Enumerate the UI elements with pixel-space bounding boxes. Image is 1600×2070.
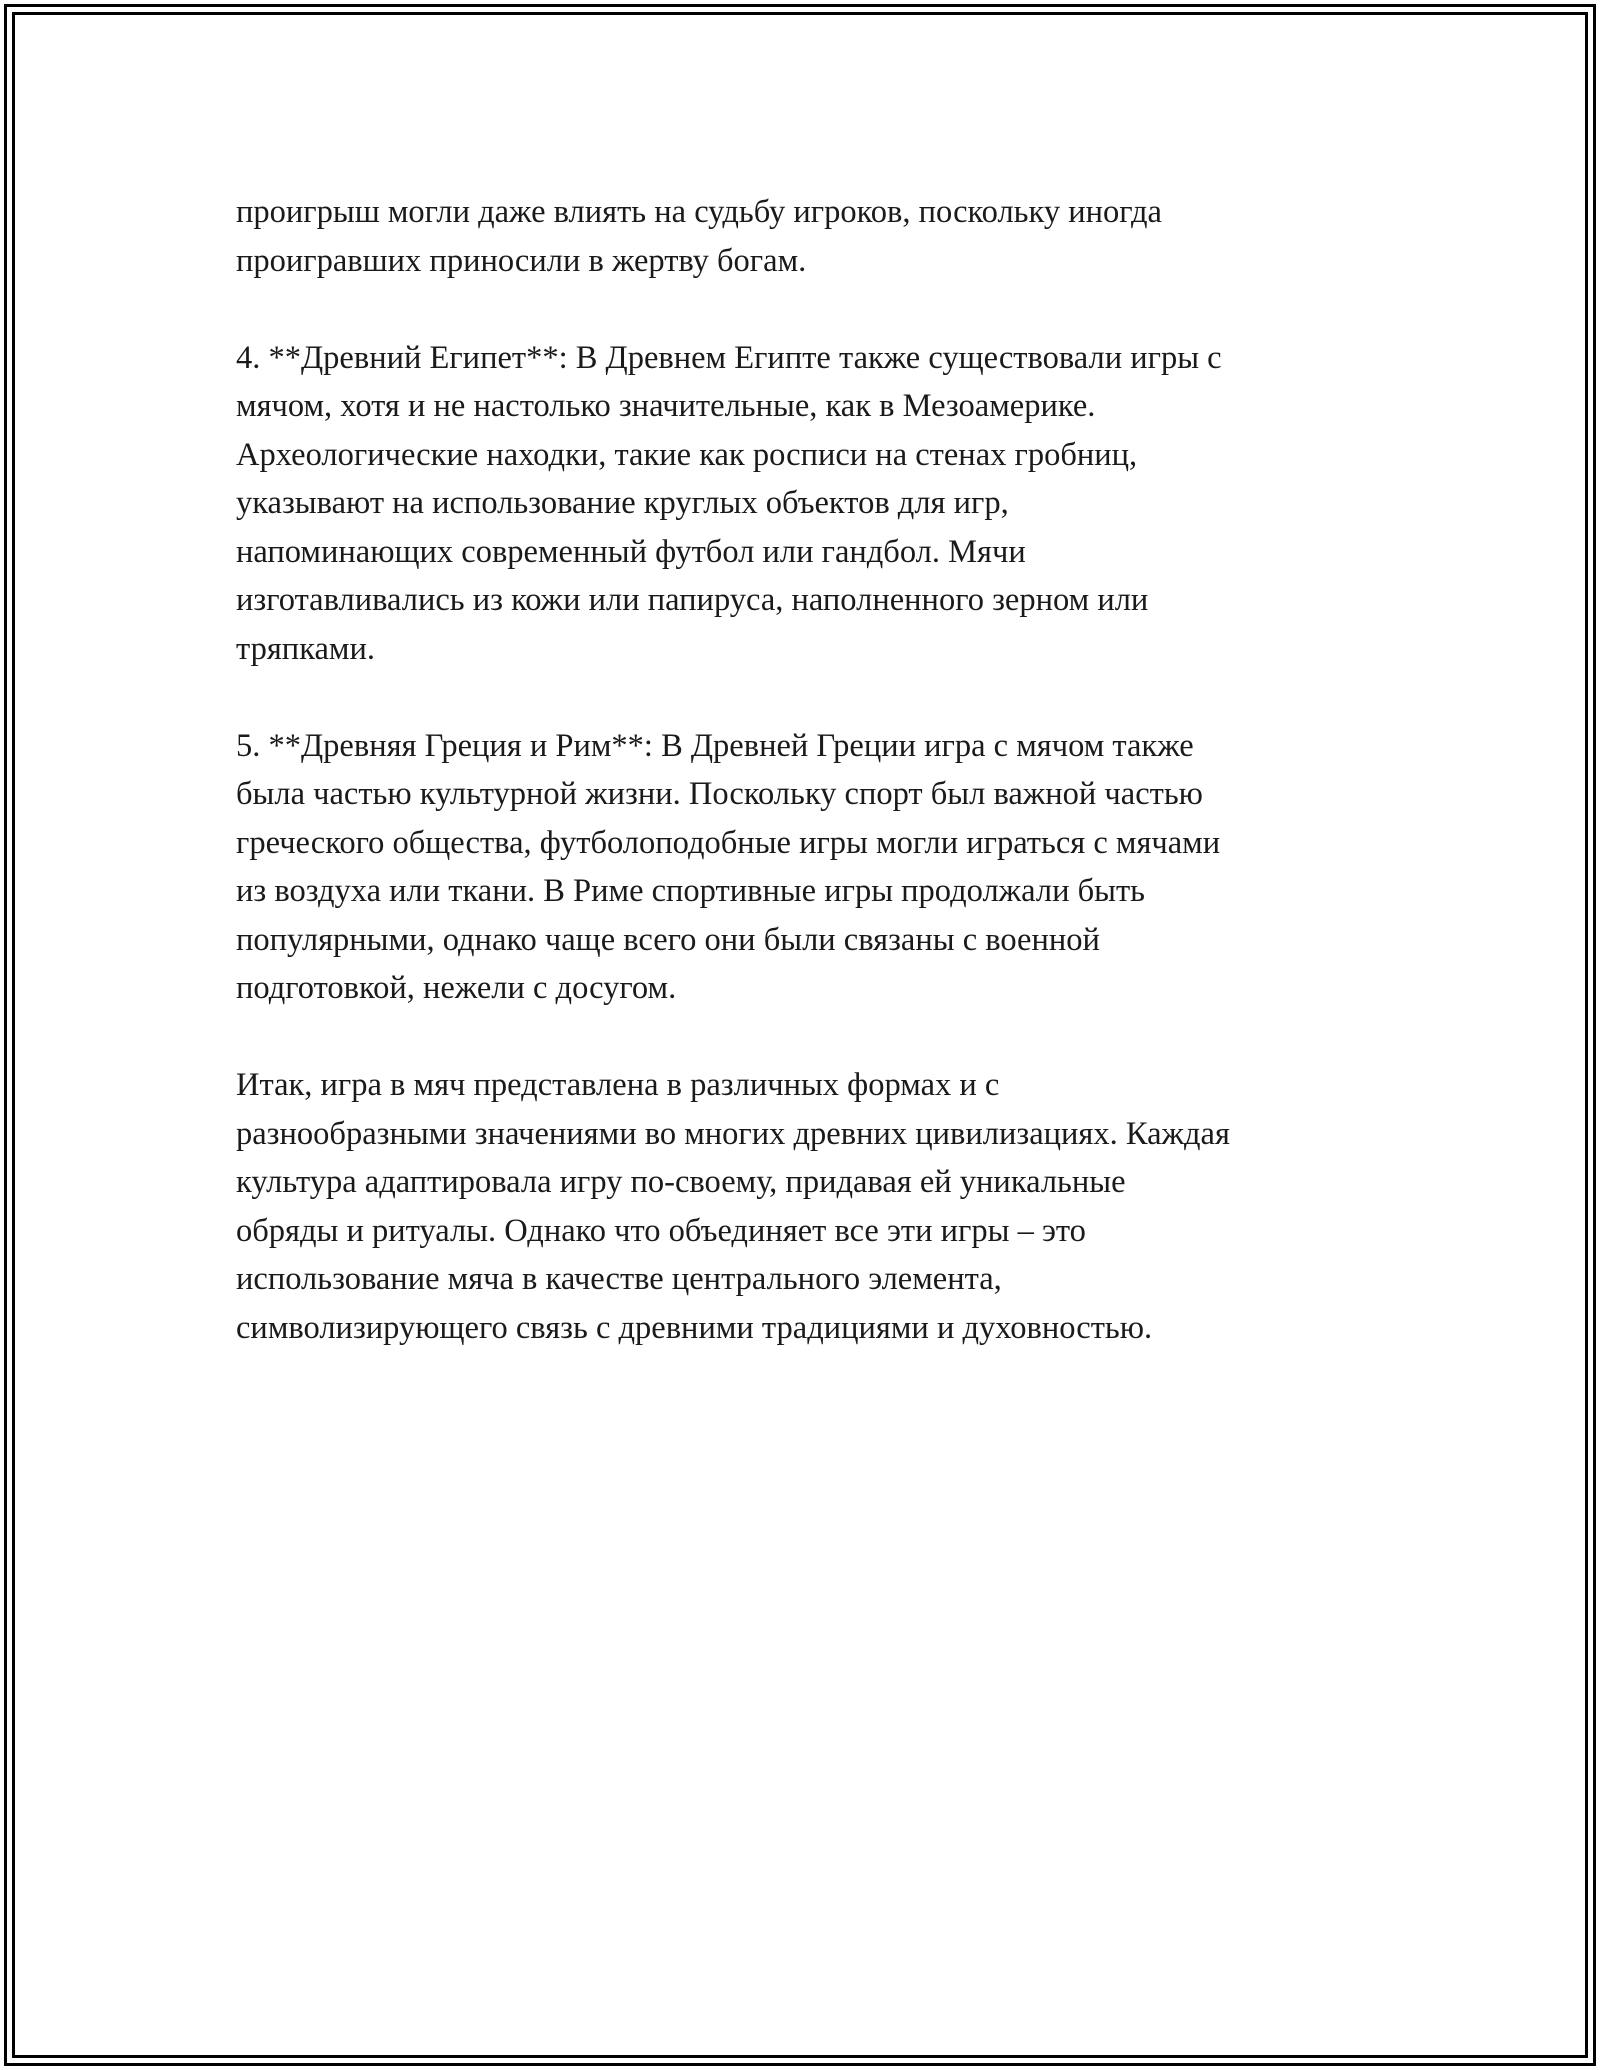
paragraph-ancient-greece-rome: 5. **Древняя Греция и Рим**: В Древней Греции игра с мячом также была частью культурной жизни. Поскольку спорт был важной частью греческого общества, футболоподобные игры могли играться с мячами из воздуха или ткани. В Риме спортивные игры продолжали быть популярными, однако чаще всего они были связаны с военной подготовкой, нежели с досугом.	[236, 727, 1221, 1006]
paragraph-intro-continuation: проигрыш могли даже влиять на судьбу игроков, поскольку иногда проигравших приносили в жертву богам.	[236, 194, 1162, 279]
paragraph-ancient-egypt: 4. **Древний Египет**: В Древнем Египте также существовали игры с мячом, хотя и не настолько значительные, как в Мезоамерике. Археологические находки, такие как росписи на стенах гробниц, указывают на использование круглых объектов для игр, напоминающих современный футбол или гандбол. Мячи изготавливались из кожи или папируса, наполненного зерном или тряпками.	[236, 339, 1222, 667]
document-body	[236, 188, 1376, 1401]
paragraph-conclusion: Итак, игра в мяч представлена в различных формах и с разнообразными значениями во многих древних цивилизациях. Каждая культура адаптировала игру по-своему, придавая ей уникальные обряды и ритуалы. Однако что объединяет все эти игры – это использование мяча в качестве центрального элемента, символизирующего связь с древними традициями и духовностью.	[236, 1067, 1230, 1346]
